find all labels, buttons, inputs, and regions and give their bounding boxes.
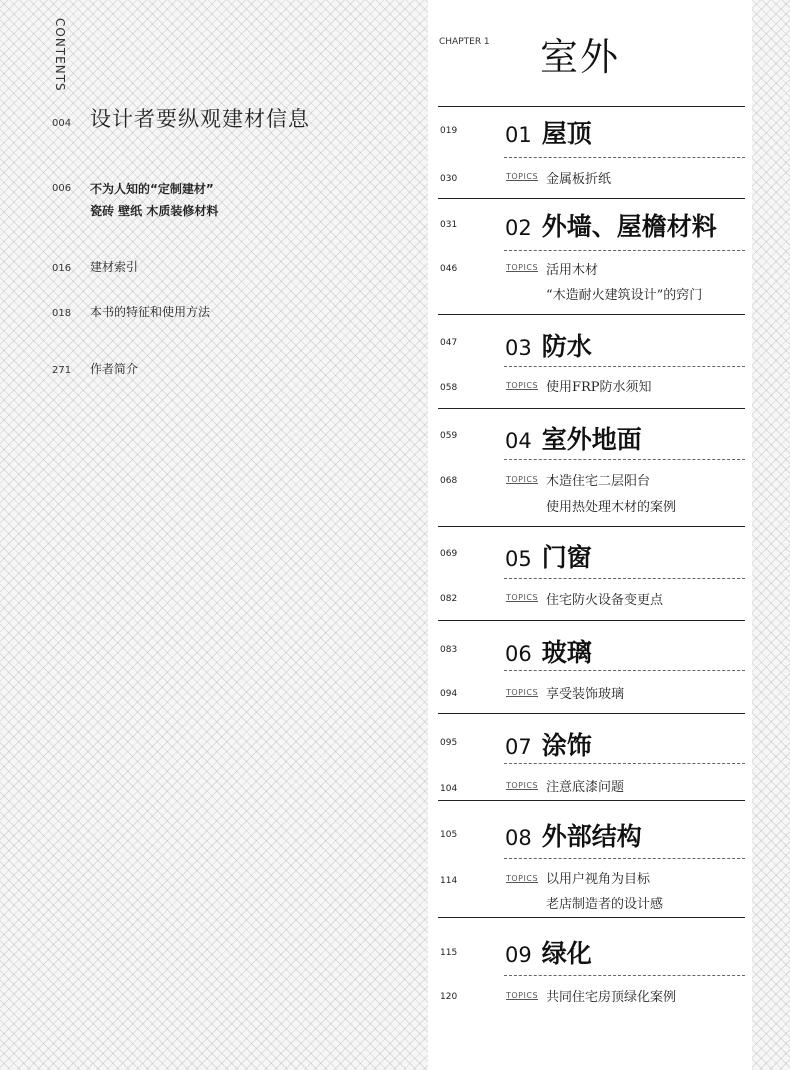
topic-text[interactable]: 以用户视角为目标	[546, 872, 651, 887]
section-divider	[438, 620, 745, 621]
page-number: 018	[52, 308, 72, 319]
topic-page: 058	[440, 383, 458, 393]
section-number: 03	[505, 336, 532, 360]
topic-page: 114	[440, 876, 458, 886]
section-title: 绿化	[541, 939, 592, 968]
toc-title: 作者简介	[90, 362, 139, 376]
page-number: 016	[52, 263, 72, 274]
topic-page: 094	[440, 689, 458, 699]
section-divider	[438, 917, 745, 918]
dashed-divider	[504, 763, 745, 764]
section-title: 外部结构	[541, 822, 642, 851]
dashed-divider	[504, 157, 745, 158]
topic-text[interactable]: 木造住宅二层阳台	[546, 474, 651, 489]
section-divider	[438, 408, 745, 409]
section-number: 04	[505, 429, 532, 453]
topic-text[interactable]: 住宅防火设备变更点	[546, 593, 664, 608]
section-title: 防水	[541, 332, 592, 361]
section-page: 095	[440, 738, 458, 748]
section-page: 031	[440, 220, 458, 230]
topic-page: 120	[440, 992, 458, 1002]
dashed-divider	[504, 459, 745, 460]
section-number: 06	[505, 642, 532, 666]
topics-tag: TOPICS	[506, 263, 539, 272]
section-title: 屋顶	[541, 119, 592, 148]
dashed-divider	[504, 670, 745, 671]
chapter-title: 室外	[540, 35, 621, 79]
topic-text[interactable]: “木造耐火建筑设计”的窍门	[546, 288, 703, 303]
topics-tag: TOPICS	[506, 991, 539, 1000]
topic-page: 082	[440, 594, 458, 604]
section-divider	[438, 314, 745, 315]
section-title: 外墙、屋檐材料	[541, 212, 717, 241]
topic-page: 046	[440, 264, 458, 274]
section-page: 059	[440, 431, 458, 441]
section-heading-outdoor-floor[interactable]	[505, 420, 642, 456]
topic-text[interactable]: 金属板折纸	[546, 172, 612, 187]
page-number: 271	[52, 365, 72, 376]
toc-title-line: 不为人知的“定制建材”	[90, 182, 214, 196]
chapter-panel	[428, 0, 752, 1070]
toc-title: 建材索引	[90, 260, 139, 274]
section-number: 02	[505, 216, 532, 240]
section-heading-coating[interactable]	[505, 726, 592, 762]
topic-text[interactable]: 老店制造者的设计感	[546, 897, 664, 912]
section-page: 083	[440, 645, 458, 655]
page-number: 006	[52, 183, 72, 194]
topic-text[interactable]: 享受装饰玻璃	[546, 687, 625, 702]
toc-item-book-features[interactable]	[52, 303, 210, 320]
section-number: 08	[505, 826, 532, 850]
page-number: 004	[52, 118, 72, 129]
toc-item-designer-info[interactable]	[52, 103, 310, 133]
contents-label: CONTENTS	[53, 18, 67, 92]
section-heading-exterior-structure[interactable]	[505, 817, 642, 853]
chapter-label: CHAPTER 1	[439, 37, 490, 47]
topic-page: 030	[440, 174, 458, 184]
dashed-divider	[504, 858, 745, 859]
section-divider	[438, 526, 745, 527]
topic-text[interactable]: 使用FRP防水须知	[546, 380, 652, 395]
toc-item-material-index[interactable]	[52, 258, 138, 275]
section-heading-exterior-wall[interactable]	[505, 207, 717, 243]
dashed-divider	[504, 250, 745, 251]
topics-tag: TOPICS	[506, 593, 539, 602]
section-divider	[438, 713, 745, 714]
section-heading-waterproofing[interactable]	[505, 327, 592, 363]
topic-page: 104	[440, 784, 458, 794]
topics-tag: TOPICS	[506, 781, 539, 790]
toc-item-author-bio[interactable]	[52, 360, 138, 377]
section-number: 09	[505, 943, 532, 967]
topic-text[interactable]: 使用热处理木材的案例	[546, 500, 677, 515]
section-page: 115	[440, 948, 458, 958]
dashed-divider	[504, 975, 745, 976]
topic-text[interactable]: 共同住宅房顶绿化案例	[546, 990, 677, 1005]
topics-tag: TOPICS	[506, 688, 539, 697]
section-number: 01	[505, 123, 532, 147]
section-title: 玻璃	[541, 638, 592, 667]
section-title: 门窗	[541, 543, 592, 572]
topics-tag: TOPICS	[506, 172, 539, 181]
topics-tag: TOPICS	[506, 475, 539, 484]
section-heading-glass[interactable]	[505, 633, 592, 669]
section-heading-roof[interactable]	[505, 114, 592, 150]
section-page: 019	[440, 126, 458, 136]
section-heading-greening[interactable]	[505, 934, 592, 970]
section-title: 涂饰	[541, 731, 592, 760]
section-divider	[438, 800, 745, 801]
topic-text[interactable]: 注意底漆问题	[546, 780, 625, 795]
section-heading-doors-windows[interactable]	[505, 538, 592, 574]
section-number: 05	[505, 547, 532, 571]
toc-item-custom-materials[interactable]	[52, 178, 218, 222]
section-page: 069	[440, 549, 458, 559]
section-divider	[438, 106, 745, 107]
topics-tag: TOPICS	[506, 381, 539, 390]
topic-text[interactable]: 活用木材	[546, 263, 599, 278]
section-number: 07	[505, 735, 532, 759]
section-page: 047	[440, 338, 458, 348]
dashed-divider	[504, 578, 745, 579]
toc-title: 设计者要纵观建材信息	[90, 107, 310, 131]
topic-page: 068	[440, 476, 458, 486]
section-title: 室外地面	[541, 425, 642, 454]
section-divider	[438, 198, 745, 199]
topics-tag: TOPICS	[506, 874, 539, 883]
section-page: 105	[440, 830, 458, 840]
dashed-divider	[504, 366, 745, 367]
toc-title-line: 瓷砖 壁纸 木质装修材料	[90, 204, 219, 218]
toc-title: 本书的特征和使用方法	[90, 305, 211, 319]
